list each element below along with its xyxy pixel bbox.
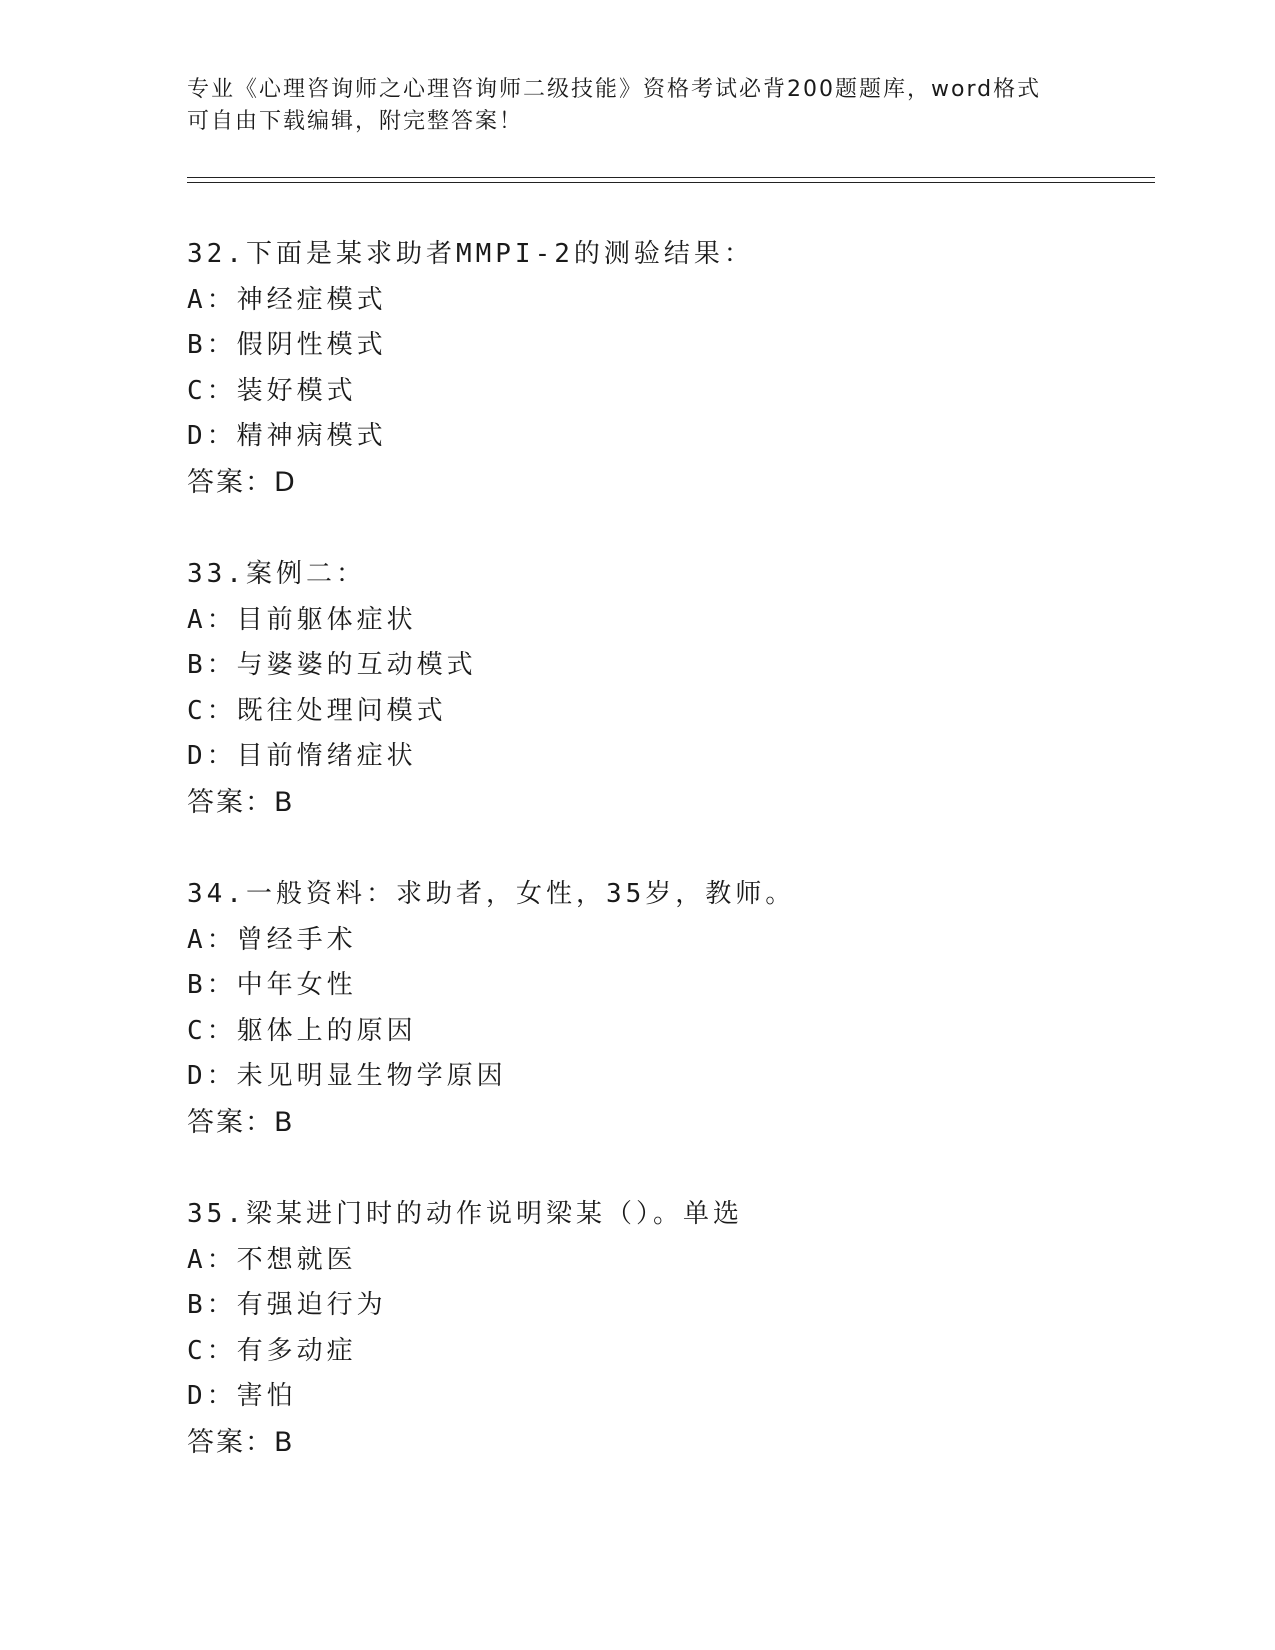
option-a: A：目前躯体症状 [187, 604, 417, 635]
question-stem: 35.梁某进门时的动作说明梁某（）。单选 [187, 1199, 743, 1229]
option-b: B：与婆婆的互动模式 [187, 650, 477, 680]
option-d: D：害怕 [187, 1381, 297, 1411]
option-b: B：假阴性模式 [187, 330, 387, 360]
header-line-2: 可自由下载编辑，附完整答案！ [187, 109, 524, 134]
option-c: C：有多动症 [187, 1335, 357, 1366]
question-32 [187, 232, 1147, 552]
answer: 答案：B [187, 1106, 295, 1138]
option-d: D：目前惰绪症状 [187, 741, 417, 771]
answer: 答案：B [187, 1426, 295, 1458]
header-line-1: 专业《心理咨询师之心理咨询师二级技能》资格考试必背200题题库，word格式 [187, 77, 1042, 102]
option-c: C：装好模式 [187, 375, 357, 406]
question-33 [187, 552, 1147, 872]
question-34 [187, 872, 1147, 1192]
option-a: A：不想就医 [187, 1244, 357, 1275]
answer: 答案：D [187, 466, 297, 498]
option-b: B：中年女性 [187, 970, 357, 1000]
question-stem: 34.一般资料：求助者，女性，35岁，教师。 [187, 879, 796, 909]
question-35 [187, 1192, 1147, 1512]
option-d: D：精神病模式 [187, 421, 387, 451]
option-d: D：未见明显生物学原因 [187, 1061, 507, 1091]
option-a: A：曾经手术 [187, 924, 357, 955]
option-c: C：既往处理问模式 [187, 695, 447, 726]
option-b: B：有强迫行为 [187, 1290, 387, 1320]
question-list [187, 232, 1147, 1512]
header-divider-bottom [187, 182, 1155, 183]
question-stem: 33.案例二： [187, 559, 366, 589]
question-stem: 32.下面是某求助者MMPI-2的测验结果： [187, 239, 754, 269]
document-header [187, 74, 1087, 138]
header-divider-top [187, 177, 1155, 178]
option-c: C：躯体上的原因 [187, 1015, 417, 1046]
option-a: A：神经症模式 [187, 284, 387, 315]
answer: 答案：B [187, 786, 295, 818]
